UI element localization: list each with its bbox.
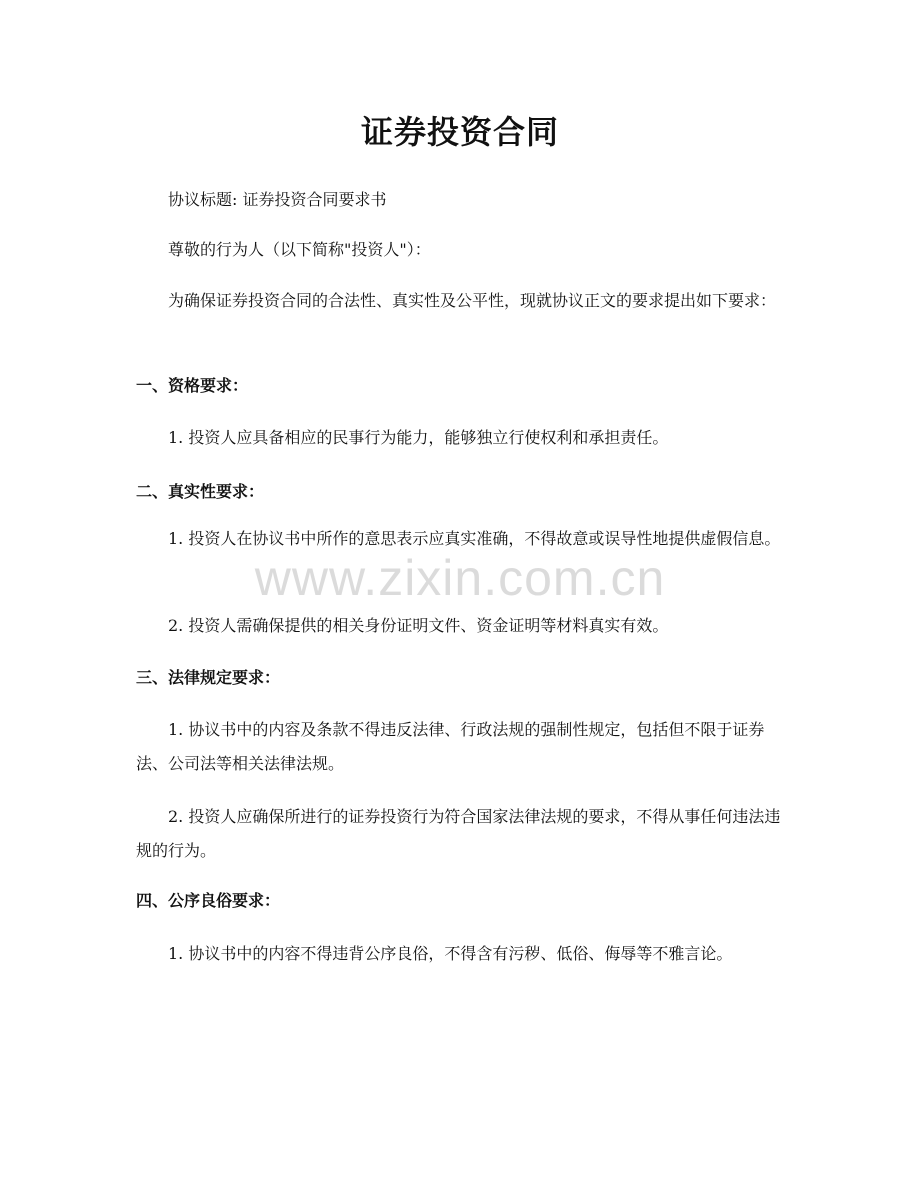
subject-line: 协议标题: 证券投资合同要求书 [168,190,387,209]
watermark: www.zixin.com.cn [254,550,666,606]
document-title: 证券投资合同 [360,113,559,151]
section-item: 1. 投资人应具备相应的民事行为能力，能够独立行使权利和承担责任。 [168,428,669,447]
section-item: 1. 投资人在协议书中所作的意思表示应真实准确，不得故意或误导性地提供虚假信息。 [168,529,781,548]
intro-paragraph: 为确保证券投资合同的合法性、真实性及公平性，现就协议正文的要求提出如下要求： [168,291,777,310]
section-heading-qualification: 一、资格要求： [136,376,249,395]
section-item: 1. 协议书中的内容不得违背公序良俗，不得含有污秽、低俗、侮辱等不雅言论。 [168,944,733,963]
section-item: 1. 协议书中的内容及条款不得违反法律、行政法规的强制性规定，包括但不限于证券法、公司法等相关法律法规。 [136,720,765,773]
section-heading-legal: 三、法律规定要求： [136,668,281,687]
section-heading-authenticity: 二、真实性要求： [136,482,265,501]
section-heading-public-order: 四、公序良俗要求： [136,891,281,910]
section-item: 2. 投资人需确保提供的相关身份证明文件、资金证明等材料真实有效。 [168,616,669,635]
salutation: 尊敬的行为人（以下简称"投资人"）： [168,240,431,259]
section-item: 2. 投资人应确保所进行的证券投资行为符合国家法律法规的要求，不得从事任何违法违规的行为。 [136,807,781,860]
